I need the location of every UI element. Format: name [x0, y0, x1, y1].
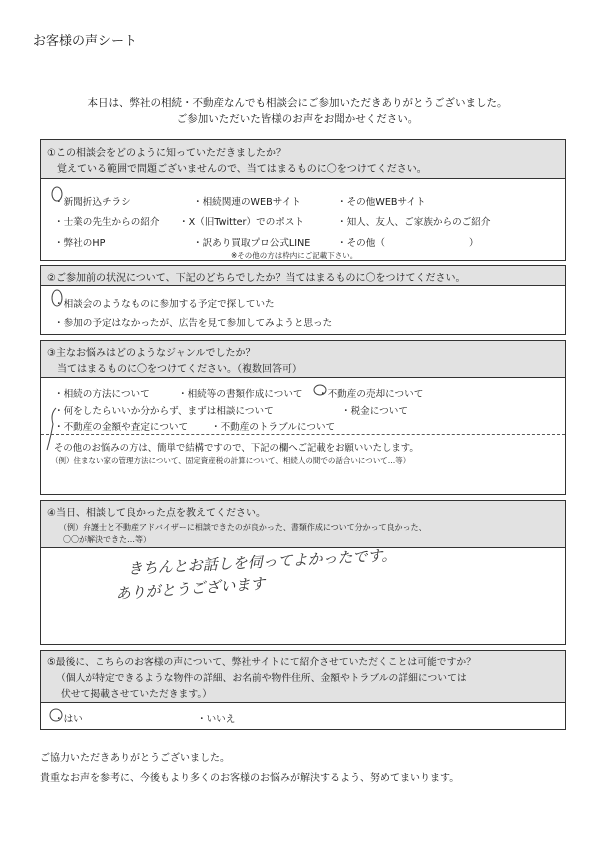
question-4-title: ④当日、相談して良かった点を教えてください。 — [47, 508, 266, 519]
q1-option-referral[interactable]: ・知人、友人、ご家族からのご紹介 — [337, 217, 491, 228]
q4-example-line-1: （例）弁護士と不動産アドバイザーに相談できたのが良かった、書類作成について分かって良かった、 — [59, 523, 427, 532]
question-1-subtitle: 覚えている範囲で問題ございませんので、当てはまるものに〇をつけてください。 — [57, 164, 427, 175]
q1-option-other-close: ） — [469, 238, 479, 249]
handwritten-line-1: きちんとお話しを伺ってよかったです。 — [127, 545, 397, 578]
q3-option-appraisal[interactable]: ・不動産の金額や査定について — [54, 422, 189, 433]
question-1-title: ①この相談会をどのように知っていただきましたか？ — [47, 148, 286, 159]
q2-selected-mark — [52, 290, 62, 306]
question-3-title: ③主なお悩みはどのようなジャンルでしたか？ — [47, 348, 256, 359]
intro-line-2: ご参加いただいた皆様のお声をお聞かせください。 — [176, 113, 419, 125]
q3-selected-mark-line — [47, 408, 56, 450]
q1-option-inheritance-web[interactable]: ・相続関連のWEBサイト — [193, 197, 301, 208]
question-5-title: ⑤最後に、こちらのお客様の声について、弊社サイトにて紹介させていただくことは可能ですか？ — [47, 657, 476, 668]
question-3-subtitle: 当てはまるものに〇をつけてください。（複数回答可） — [57, 364, 302, 375]
q1-option-professional[interactable]: ・士業の先生からの紹介 — [54, 217, 160, 228]
q1-option-line[interactable]: ・訳あり買取プロ公式LINE — [193, 238, 311, 249]
q4-example-line-2: 〇〇が解決できた…等） — [63, 535, 151, 544]
question-5-detail-1: （個人が特定できるような物件の詳細、お名前や物件住所、金額やトラブルの詳細については — [56, 673, 467, 684]
footer-thanks: ご協力いただきありがとうございました。 — [40, 753, 230, 764]
q2-option-via-ad[interactable]: ・参加の予定はなかったが、広告を見て参加してみようと思った — [54, 318, 333, 329]
q3-other-prompt: その他のお悩みの方は、簡単で結構ですので、下記の欄へご記載をお願いいたします。 — [54, 443, 419, 454]
q1-option-x-post[interactable]: ・X（旧Twitter）でのポスト — [179, 217, 305, 228]
q3-option-documents[interactable]: ・相続等の書類作成について — [178, 389, 303, 400]
q1-option-other-web[interactable]: ・その他WEBサイト — [337, 197, 426, 208]
q5-selected-mark — [50, 709, 62, 721]
q1-note: ※その他の方は枠内にご記載下さい。 — [231, 251, 358, 260]
q1-selected-mark — [52, 187, 62, 201]
page-title: お客様の声シート — [33, 34, 138, 49]
q3-option-property-sale[interactable]: ・不動産の売却について — [318, 389, 424, 400]
q1-option-homepage[interactable]: ・弊社のHP — [54, 238, 106, 249]
q3-option-tax[interactable]: ・税金について — [341, 406, 408, 417]
q2-option-planned[interactable]: ・相談会のようなものに参加する予定で探していた — [54, 299, 275, 310]
q5-option-yes[interactable]: ・はい — [54, 714, 83, 725]
question-2-title: ②ご参加前の状況について、下記のどちらでしたか？当てはまるものに〇をつけてください。 — [47, 273, 466, 284]
q5-option-no[interactable]: ・いいえ — [197, 714, 236, 725]
handwritten-line-2: ありがとうございます — [115, 574, 266, 603]
q3-option-property-trouble[interactable]: ・不動産のトラブルについて — [211, 422, 336, 433]
intro-line-1: 本日は、弊社の相続・不動産なんでも相談会にご参加いただきありがとうございました。 — [87, 97, 508, 109]
q1-option-other[interactable]: ・その他（ — [337, 238, 385, 249]
q3-option-consultation[interactable]: ・何をしたらいいか分からず、まずは相談について — [54, 406, 274, 417]
question-5-detail-2: 伏せて掲載させていただきます。） — [61, 689, 213, 700]
q3-selected-mark-sale — [314, 385, 326, 395]
q1-option-newspaper[interactable]: ・新聞折込チラシ — [54, 197, 131, 208]
q3-option-inheritance-method[interactable]: ・相続の方法について — [54, 389, 150, 400]
footer-message: 貴重なお声を参考に、今後もより多くのお客様のお悩みが解決するよう、努めてまいります。 — [40, 773, 460, 784]
q3-example: （例）住まない家の管理方法について、固定資産税の計算について、相続人の間での話合いについて…等） — [51, 456, 411, 465]
